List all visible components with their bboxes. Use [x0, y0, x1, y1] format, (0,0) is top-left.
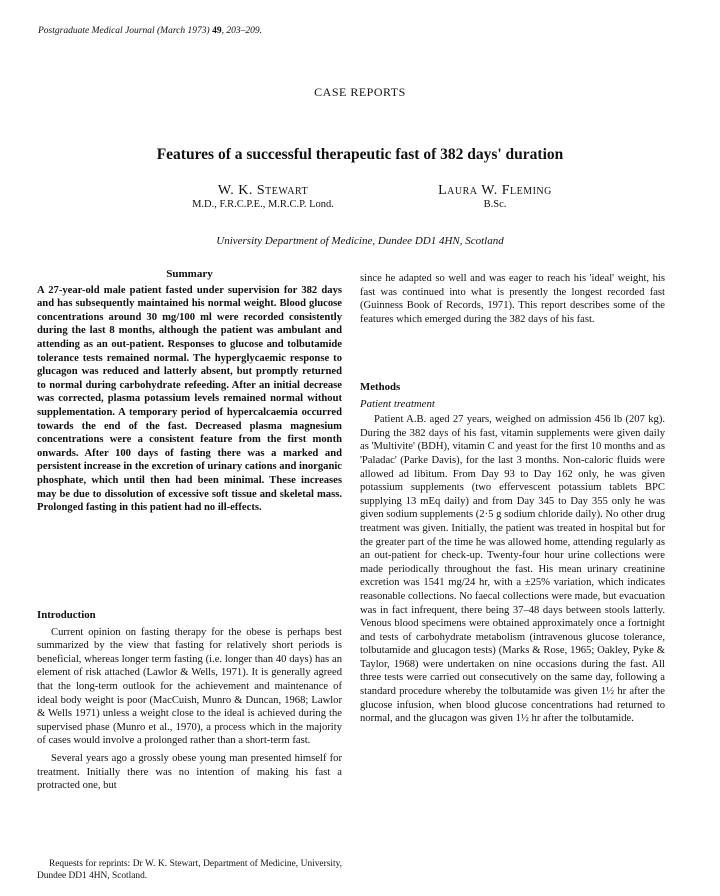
author-block-2 [380, 183, 610, 210]
introduction-continuation: since he adapted so well and was eager to reach his 'ideal' weight, his fast was continued into what is presently the longest recorded fast (Guinness Book of Records, 1971). This report describes some of the features which emerged during the 382 days of his fast. [360, 273, 665, 325]
journal-name: Postgraduate Medical Journal (March 1973) [38, 26, 210, 36]
summary-heading: Summary [166, 268, 213, 280]
methods-paragraph: Patient A.B. aged 27 years, weighed on admission 456 lb (207 kg). During the 382 days of his fast, vitamin supplements were given daily as 'Multivite' (BDH), vitamin C and yeast for the first 10 months and as 'Paladac' (Parke Davis), for the last 3 months. Non-caloric fluids were allowed ad libitum. From Day 93 to Day 162 only, he was given potassium supplements (two effervescent potassium tablets BPC supplying 13 mEq daily) and from Day 345 to Day 355 only he was given sodium supplements (2·5 g sodium chloride daily). No other drug treatment was given. Initially, the patient was treated in hospital but for the greater part of the time he was allowed home, attending regularly as an out-patient for check-up. Twenty-four hour urine collections were made periodically throughout the fast. His mean urinary creatinine excretion was 1541 mg/24 hr, with a ±25% variation, which indicates reasonable collections. No faecal collections were made, but evacuation was in fact infrequent, there being 37–48 days between stools latterly. Venous blood specimens were obtained approximately once a fortnight and tests of carbohydrate metabolism (intravenous glucose tolerance, tolbutamide and glucagon tests) (Marks & Rose, 1965; Oakley, Pyke & Taylor, 1968) were undertaken on nine occasions during the fast. All three tests were carried out consecutively on the same day, following a standard procedure whereby the tolbutamide was given 1½ hr after the glucose infusion, when blood glucose concentrations had returned to normal, and the glucagon was given 1½ hr after the tolbutamide. [360, 414, 665, 725]
journal-volume: 49 [212, 26, 222, 36]
methods-subheading: Patient treatment [360, 397, 435, 410]
left-column [37, 268, 342, 515]
introduction-paragraph: Current opinion on fasting therapy for the obese is perhaps best summarized by the view that fasting for relatively short periods is beneficial, whereas longer term fasting (i.e. longer than 40 days) has an element of risk attached (Lawlor & Wells, 1971). It is generally agreed that the long-term outlook for the achievement and maintenance of ideal body weight is poor (MacCuish, Munro & Duncan, 1968; Lawlor & Wells 1971) unless a weight close to the ideal is achieved during the supervised phase (Munro et al., 1970), a process which in the majority of cases would involve a prolonged rather than a short-term fast. [37, 626, 342, 747]
reprint-note [37, 859, 342, 882]
methods-heading: Methods [360, 381, 401, 393]
methods-section [360, 381, 665, 726]
right-column [360, 272, 665, 326]
author-credentials: M.D., F.R.C.P.E., M.R.C.P. Lond. [192, 199, 334, 210]
journal-pages: , 203–209. [221, 26, 262, 36]
reprint-text: Requests for reprints: Dr W. K. Stewart, Department of Medicine, University, Dundee DD1 4HN, Scotland. [37, 859, 342, 881]
author-credentials: B.Sc. [483, 199, 507, 210]
journal-citation [38, 26, 262, 36]
summary-text: A 27-year-old male patient fasted under supervision for 382 days and has subsequently maintained his normal weight. Blood glucose concentrations around 30 mg/100 ml were recorded consistently during the last 8 months, although the patient was ambulant and attending as an out-patient. Responses to glucose and tolbutamide tolerance tests remained normal. The hyperglycaemic response to glucagon was reduced and latterly absent, but promptly returned to normal during carbohydrate refeeding. After an initial decrease was corrected, plasma potassium levels remained normal without supplementation. A temporary period of hypercalcaemia occurred towards the end of the fast. Decreased plasma magnesium concentrations were a consistent feature from the first month onwards. After 100 days of fasting there was a marked and persistent increase in the excretion of urinary cations and inorganic phosphate, which until then had been minimal. These increases may be due to dissolution of excessive soft tissue and skeletal mass. Prolonged fasting in this patient had no ill-effects. [37, 284, 342, 514]
introduction-paragraph: Several years ago a grossly obese young man presented himself for treatment. Initially there was no intention of making his fast a protracted one, but [37, 752, 342, 792]
article-title: Features of a successful therapeutic fast of 382 days' duration [156, 146, 564, 163]
section-title: CASE REPORTS [314, 85, 406, 99]
author-name: W. K. Stewart [217, 183, 309, 198]
author-name: Laura W. Fleming [438, 183, 552, 198]
introduction-section [37, 609, 342, 793]
affiliation: University Department of Medicine, Dundee DD1 4HN, Scotland [216, 235, 504, 247]
introduction-heading: Introduction [37, 609, 96, 621]
author-block-1 [178, 183, 348, 210]
